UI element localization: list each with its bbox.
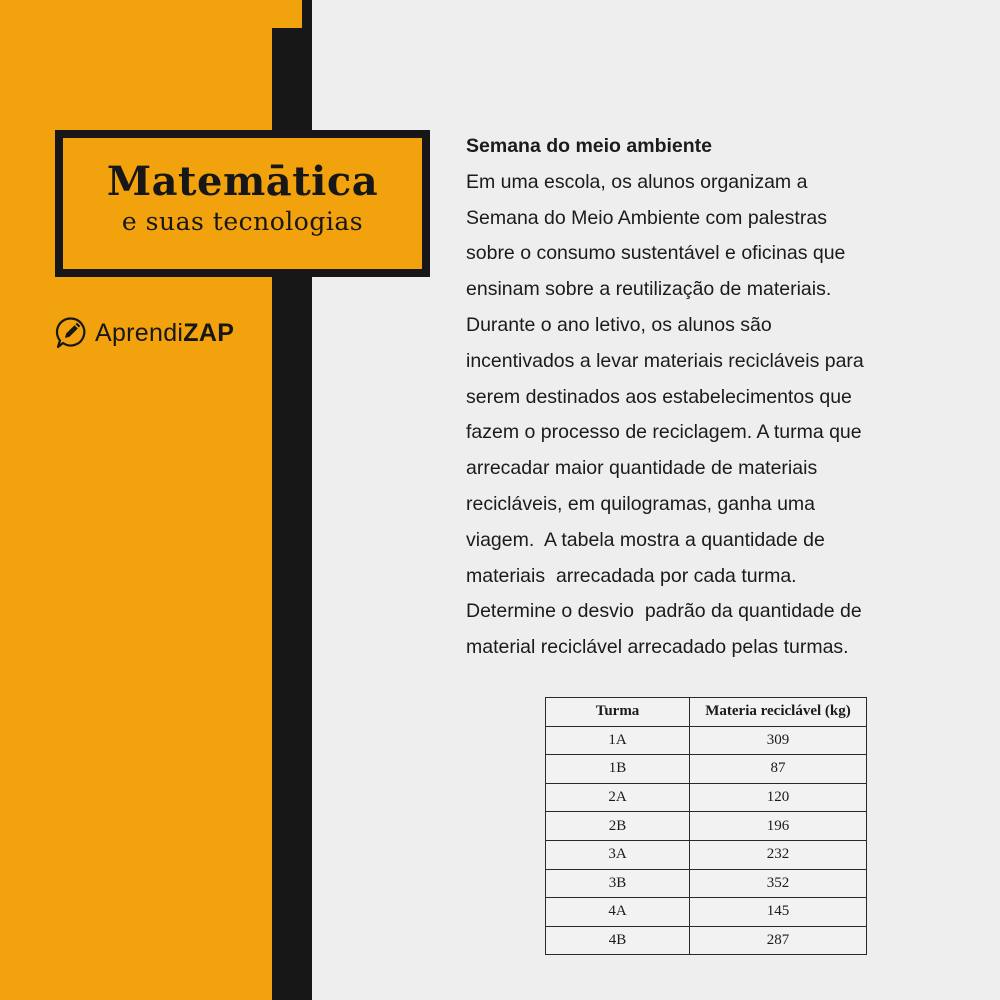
text-line: recicláveis, em quilogramas, ganha uma [466, 492, 816, 515]
cell-turma: 1B [546, 755, 690, 784]
text-line: materiais arrecadada por cada turma. [466, 564, 797, 587]
text-line: ensinam sobre a reutilização de materiais. [466, 278, 832, 301]
text-line: Determine o desvio padrão da quantidade de [466, 600, 862, 623]
cell-kg: 145 [690, 898, 867, 927]
column-header-material: Materia reciclável (kg) [690, 698, 867, 727]
cell-kg: 287 [690, 926, 867, 955]
table-row [546, 926, 867, 955]
cell-turma: 1A [546, 726, 690, 755]
text-line: viagem. A tabela mostra a quantidade de [466, 528, 825, 551]
cell-kg: 352 [690, 869, 867, 898]
text-line: material reciclável arrecadado pelas turmas. [466, 636, 849, 659]
text-line: arrecadar maior quantidade de materiais [466, 457, 818, 480]
text-line: serem destinados aos estabelecimentos que [466, 385, 852, 408]
table-row [546, 726, 867, 755]
subject-title-box [55, 130, 430, 277]
cell-turma: 3A [546, 840, 690, 869]
cell-turma: 3B [546, 869, 690, 898]
text-line: Em uma escola, os alunos organizam a [466, 170, 808, 193]
subject-subtitle: e suas tecnologias [121, 207, 364, 236]
table-row [546, 755, 867, 784]
subject-title: Matemātica [106, 158, 379, 205]
cell-turma: 2B [546, 812, 690, 841]
recycling-data-table [545, 697, 867, 955]
black-divider-notch [302, 0, 312, 30]
brand-logo [55, 315, 234, 351]
column-header-turma: Turma [546, 698, 690, 727]
table-row [546, 783, 867, 812]
problem-heading: Semana do meio ambiente [466, 135, 712, 157]
text-line: sobre o consumo sustentável e oficinas que [466, 242, 846, 265]
cell-kg: 87 [690, 755, 867, 784]
table-row [546, 840, 867, 869]
cell-kg: 232 [690, 840, 867, 869]
problem-statement [466, 129, 976, 666]
cell-turma: 4B [546, 926, 690, 955]
table-row [546, 898, 867, 927]
brand-name: AprendiZAP [95, 318, 235, 347]
table-row [546, 812, 867, 841]
cell-kg: 309 [690, 726, 867, 755]
text-line: incentivados a levar materiais recicláveis para [466, 349, 864, 372]
text-line: Durante o ano letivo, os alunos são [466, 313, 772, 336]
cell-kg: 196 [690, 812, 867, 841]
text-line: Semana do Meio Ambiente com palestras [466, 206, 827, 229]
cell-kg: 120 [690, 783, 867, 812]
table-row [546, 869, 867, 898]
text-line: fazem o processo de reciclagem. A turma que [466, 421, 862, 444]
pencil-speech-bubble-icon [55, 316, 87, 350]
cell-turma: 2A [546, 783, 690, 812]
cell-turma: 4A [546, 898, 690, 927]
table-header-row [546, 698, 867, 727]
